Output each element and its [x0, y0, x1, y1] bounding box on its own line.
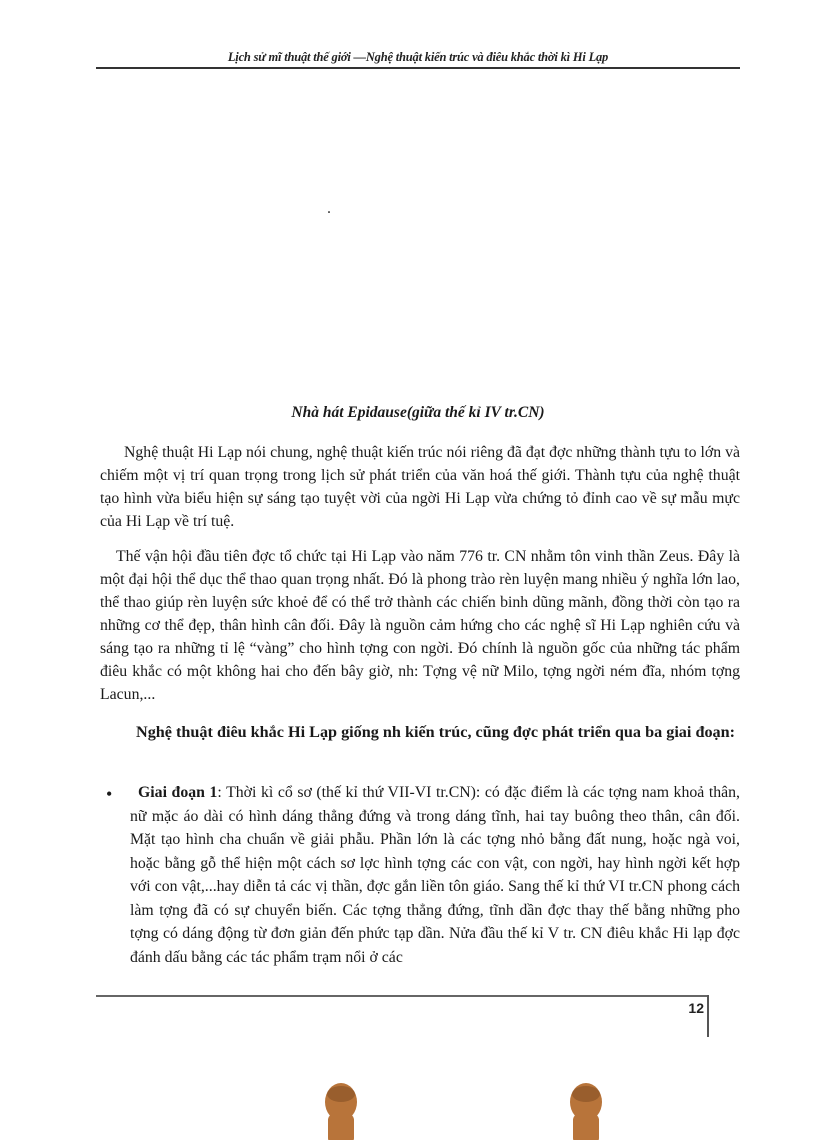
paragraph-olympics: Thế vận hội đầu tiên đợc tổ chức tại Hi Lạp vào năm 776 tr. CN nhằm tôn vinh thần Zeus. Đây là một đại hội thể dục thể thao quan trọng nhất. Đó là phong trào rèn luyện mang nhiều ý nghĩa lớn lao, thể thao giúp rèn luyện sức khoẻ để có thể trở thành các chiến binh dũng mãnh, đồng thời còn tạo ra những cơ thể đẹp, thân hình cân đối. Đây là nguồn cảm hứng cho các nghệ sĩ Hi Lạp nghiên cứu và sáng tạo ra những tỉ lệ “vàng” cho hình tợng con ngời. Đó chính là nguồn gốc của những tác phẩm điêu khắc có một không hai cho đến bây giờ, nh: Tợng vệ nữ Milo, tợng ngời ném đĩa, nhóm tợng Lacun,... — [100, 548, 740, 703]
statue-head-image — [318, 1080, 364, 1140]
figure-caption: Nhà hát Epidause(giữa thế kỉ IV tr.CN) — [291, 404, 545, 421]
paragraph-intro: Nghệ thuật Hi Lạp nói chung, nghệ thuật kiến trúc nói riêng đã đạt đợc những thành tựu to lớn và chiếm một vị trí quan trọng trong lịch sử phát triển của văn hoá thế giới. Thành tựu của nghệ thuật tạo hình vừa biểu hiện sự sáng tạo tuyệt vời của ngời Hi Lạp vừa chứng tỏ đỉnh cao về sự mẫu mực của Hi Lạp về trí tuệ. — [100, 444, 740, 530]
header-rule — [96, 67, 740, 69]
bullet-icon: • — [106, 784, 113, 804]
bullet-text — [130, 781, 740, 969]
page-number: 12 — [688, 1000, 704, 1016]
statue-head-image — [563, 1080, 609, 1140]
footer-rule — [96, 995, 708, 997]
running-header: Lịch sử mĩ thuật thế giới —Nghệ thuật kiến trúc và điêu khắc thời kì Hi Lạp — [227, 50, 609, 64]
section-heading: Nghệ thuật điêu khắc Hi Lạp giống nh kiến trúc, cũng đợc phát triển qua ba giai đoạn: — [136, 723, 736, 741]
list-item — [106, 781, 740, 969]
bullet-body: : Thời kì cổ sơ (thế kỉ thứ VII-VI tr.CN): có đặc điểm là các tợng nam khoả thân, nữ mặc áo dài có hình dáng thẳng đứng và trong dáng tĩnh, hai tay buông theo thân, cân đối. Mặt tạo hình cha chuẩn về giải phẫu. Phần lớn là các tợng nhỏ bằng đất nung, hoặc ngà voi, hoặc bằng gỗ thể hiện một cách sơ lợc hình tợng các con vật, con ngời, hay hình ngời kết hợp với con vật,...hay diễn tả các vị thần, đợc gắn liền tôn giáo. Sang thế kỉ thứ VI tr.CN phong cách làm tợng đã có sự chuyển biến. Các tợng thẳng đứng, tĩnh dần đợc thay thế bằng những pho tợng có dáng động từ đơn giản đến phức tạp dần. Nửa đầu thế kỉ V tr. CN điêu khắc Hi lạp đợc đánh dấu bằng các tác phẩm trạm nổi ở các — [130, 784, 740, 966]
bullet-label: Giai đoạn 1 — [138, 784, 218, 801]
footer-vertical-rule — [707, 995, 709, 1037]
figure-placeholder-dot: . — [327, 200, 331, 217]
